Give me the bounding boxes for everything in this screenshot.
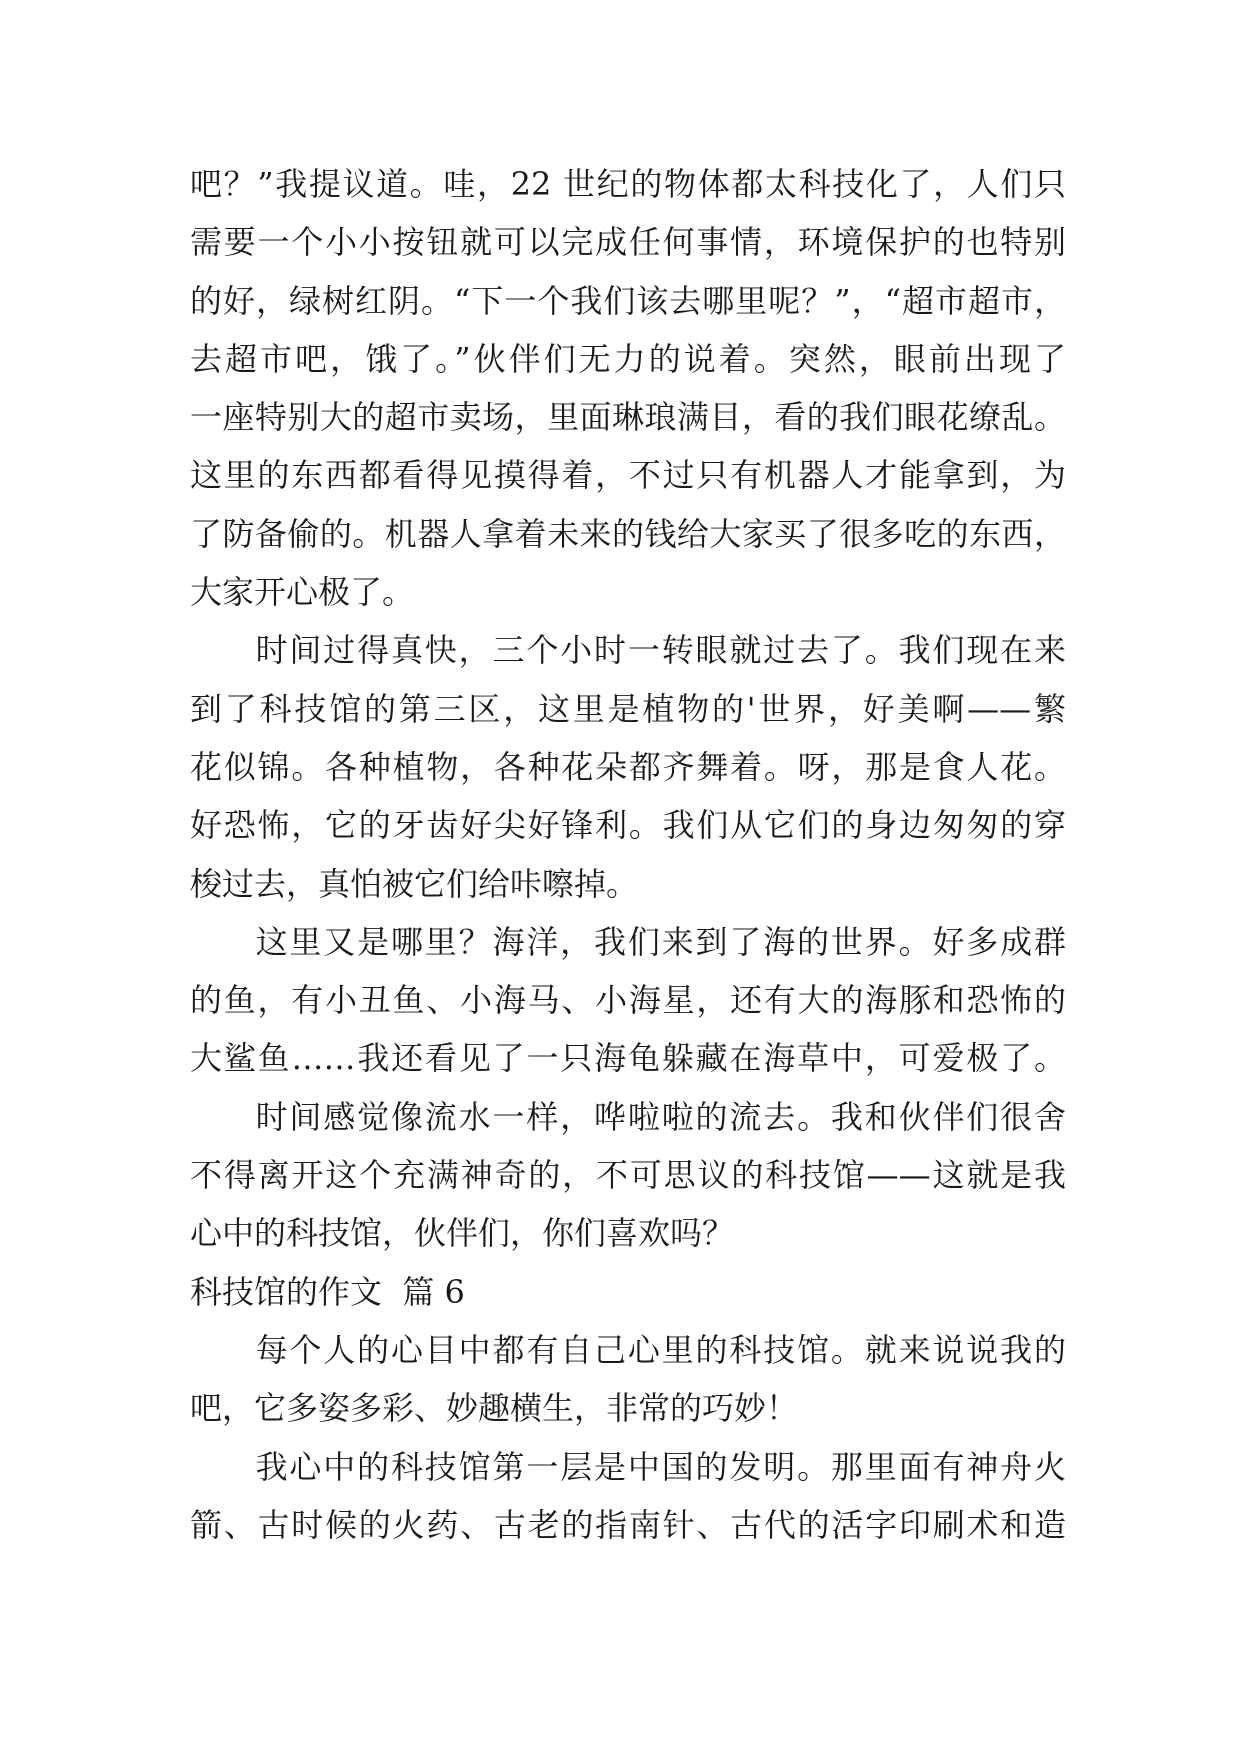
text-line: 每个人的心目中都有自己心里的科技馆。就来说说我的	[255, 1330, 1066, 1369]
text-line: 心中的科技馆，伙伴们，你们喜欢吗？	[190, 1214, 735, 1253]
text-line: 的好，绿树红阴。“下一个我们该去哪里呢？”，“超市超市，	[190, 281, 1066, 320]
text-line: 了防备偷的。机器人拿着未来的钱给大家买了很多吃的东西，	[190, 514, 1066, 553]
text-line: 吧？”我提议道。哇，22 世纪的物体都太科技化了，人们只	[190, 165, 1066, 203]
text-line: 箭、古时候的火药、古老的指南针、古代的活字印刷术和造	[190, 1505, 1066, 1544]
text-line: 这里的东西都看得见摸得着，不过只有机器人才能拿到，为	[190, 456, 1066, 495]
paragraph	[190, 155, 1066, 621]
text-line: 去超市吧，饿了。”伙伴们无力的说着。突然，眼前出现了	[190, 339, 1066, 378]
text-line: 不得离开这个充满神奇的，不可思议的科技馆——这就是我	[190, 1156, 1066, 1195]
text-line: 这里又是哪里？海洋，我们来到了海的世界。好多成群	[255, 922, 1066, 961]
paragraph	[190, 1321, 1066, 1438]
text-line: 好恐怖，它的牙齿好尖好锋利。我们从它们的身边匆匆的穿	[190, 806, 1066, 845]
paragraph	[190, 1438, 1066, 1555]
text-line: 大鲨鱼……我还看见了一只海龟躲藏在海草中，可爱极了。	[190, 1039, 1066, 1078]
text-line: 时间过得真快，三个小时一转眼就过去了。我们现在来	[255, 631, 1066, 670]
paragraph	[190, 1088, 1066, 1263]
text-line: 一座特别大的超市卖场，里面琳琅满目，看的我们眼花缭乱。	[190, 398, 1066, 437]
text-line: 到了科技馆的第三区，这里是植物的'世界，好美啊——繁	[190, 689, 1066, 728]
text-line: 花似锦。各种植物，各种花朵都齐舞着。呀，那是食人花。	[190, 747, 1066, 786]
section-heading: 科技馆的作文 篇 6	[190, 1272, 465, 1311]
text-line: 大家开心极了。	[190, 573, 415, 612]
text-line: 的鱼，有小丑鱼、小海马、小海星，还有大的海豚和恐怖的	[190, 981, 1066, 1020]
document-body	[190, 155, 1066, 1554]
paragraph	[190, 913, 1066, 1088]
text-line: 我心中的科技馆第一层是中国的发明。那里面有神舟火	[255, 1447, 1066, 1486]
text-line: 梭过去，真怕被它们给咔嚓掉。	[190, 864, 639, 903]
paragraph	[190, 621, 1066, 912]
text-line: 需要一个小小按钮就可以完成任何事情，环境保护的也特别	[190, 223, 1066, 262]
text-line: 吧，它多姿多彩、妙趣横生，非常的巧妙！	[190, 1389, 799, 1428]
text-line: 时间感觉像流水一样，哗啦啦的流去。我和伙伴们很舍	[255, 1097, 1066, 1136]
